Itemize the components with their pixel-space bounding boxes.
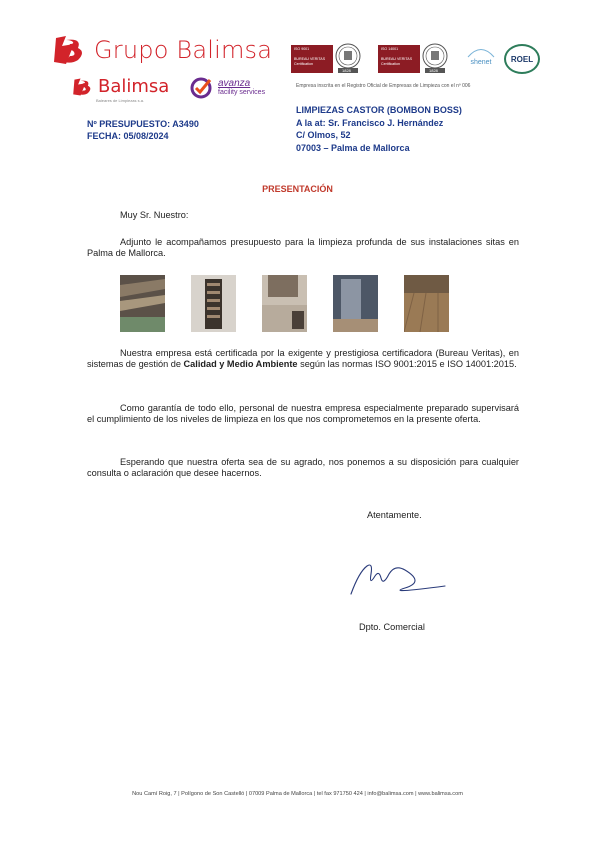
recipient-company: LIMPIEZAS CASTOR (BOMBON BOSS) bbox=[296, 105, 462, 115]
quote-meta bbox=[87, 118, 199, 142]
avanza-logo bbox=[190, 77, 265, 99]
photo-ceiling bbox=[120, 275, 165, 332]
quote-date: FECHA: 05/08/2024 bbox=[87, 131, 169, 141]
avanza-check-icon bbox=[190, 77, 214, 99]
recipient-address bbox=[296, 104, 462, 154]
quality-environment-bold: Calidad y Medio Ambiente bbox=[183, 359, 298, 369]
iso-9001-badge: ISO 9001 BUREAU VERITAS Certification bbox=[291, 45, 333, 73]
avanza-sub: facility services bbox=[218, 89, 266, 96]
signature bbox=[345, 552, 465, 602]
avanza-name: avanza bbox=[218, 78, 251, 89]
photo-wood-floor bbox=[404, 275, 449, 332]
photo-floor-room bbox=[262, 275, 307, 332]
paragraph-2: Nuestra empresa está certificada por la exigente y prestigiosa certificadora (Bureau Veritas), en sistemas de gestión de Calidad y Medio Ambiente según las normas ISO 9001:2015 e ISO 14001:2015. bbox=[87, 348, 519, 369]
sub-brand-name: Balimsa bbox=[98, 76, 170, 97]
department: Dpto. Comercial bbox=[359, 622, 425, 632]
balimsa-small-b-icon bbox=[72, 77, 94, 97]
recipient-attention: A la at: Sr. Francisco J. Hernández bbox=[296, 117, 444, 128]
registry-note: Empresa inscrita en el Registro Oficial de Empresas de Limpieza con el nº 006 bbox=[296, 83, 471, 89]
salutation: Muy Sr. Nuestro: bbox=[120, 210, 189, 220]
recipient-city: 07003 – Palma de Mallorca bbox=[296, 142, 410, 153]
photo-wine-shelf bbox=[191, 275, 236, 332]
section-title: PRESENTACIÓN bbox=[262, 184, 333, 194]
footer: Nou Camí Roig, 7 | Polígono de Son Castelló | 07009 Palma de Mallorca | tel fax 971750 424 | info@balimsa.com | www.balimsa.com bbox=[132, 791, 463, 797]
shenet-logo: shenet bbox=[466, 44, 496, 78]
paragraph-1: Adjunto le acompañamos presupuesto para la limpieza profunda de sus instalaciones sitas en Palma de Mallorca. bbox=[87, 237, 519, 258]
photo-strip bbox=[120, 275, 449, 332]
roel-logo: ROEL bbox=[504, 44, 540, 74]
paragraph-3: Como garantía de todo ello, personal de nuestra empresa especialmente preparado supervisará el cumplimiento de los niveles de limpieza en los que nos comprometemos en la presente oferta. bbox=[87, 403, 519, 424]
quote-number: Nº PRESUPUESTO: A3490 bbox=[87, 119, 199, 129]
iso-14001-badge: ISO 14001 BUREAU VERITAS Certification bbox=[378, 45, 420, 73]
balimsa-b-icon bbox=[52, 34, 88, 66]
paragraph-4: Esperando que nuestra oferta sea de su agrado, nos ponemos a su disposición para cualquier consulta o aclaración que desee hacernos. bbox=[87, 457, 519, 478]
balimsa-logo bbox=[72, 76, 169, 97]
grupo-balimsa-logo bbox=[52, 34, 272, 66]
shenet-arc-icon bbox=[466, 44, 496, 58]
sub-brand-tagline: Baleares de Limpiezas s.a. bbox=[96, 98, 145, 103]
photo-doorway bbox=[333, 275, 378, 332]
group-name: Grupo Balimsa bbox=[94, 36, 273, 64]
closing: Atentamente. bbox=[367, 510, 422, 520]
recipient-street: C/ Olmos, 52 bbox=[296, 130, 351, 140]
